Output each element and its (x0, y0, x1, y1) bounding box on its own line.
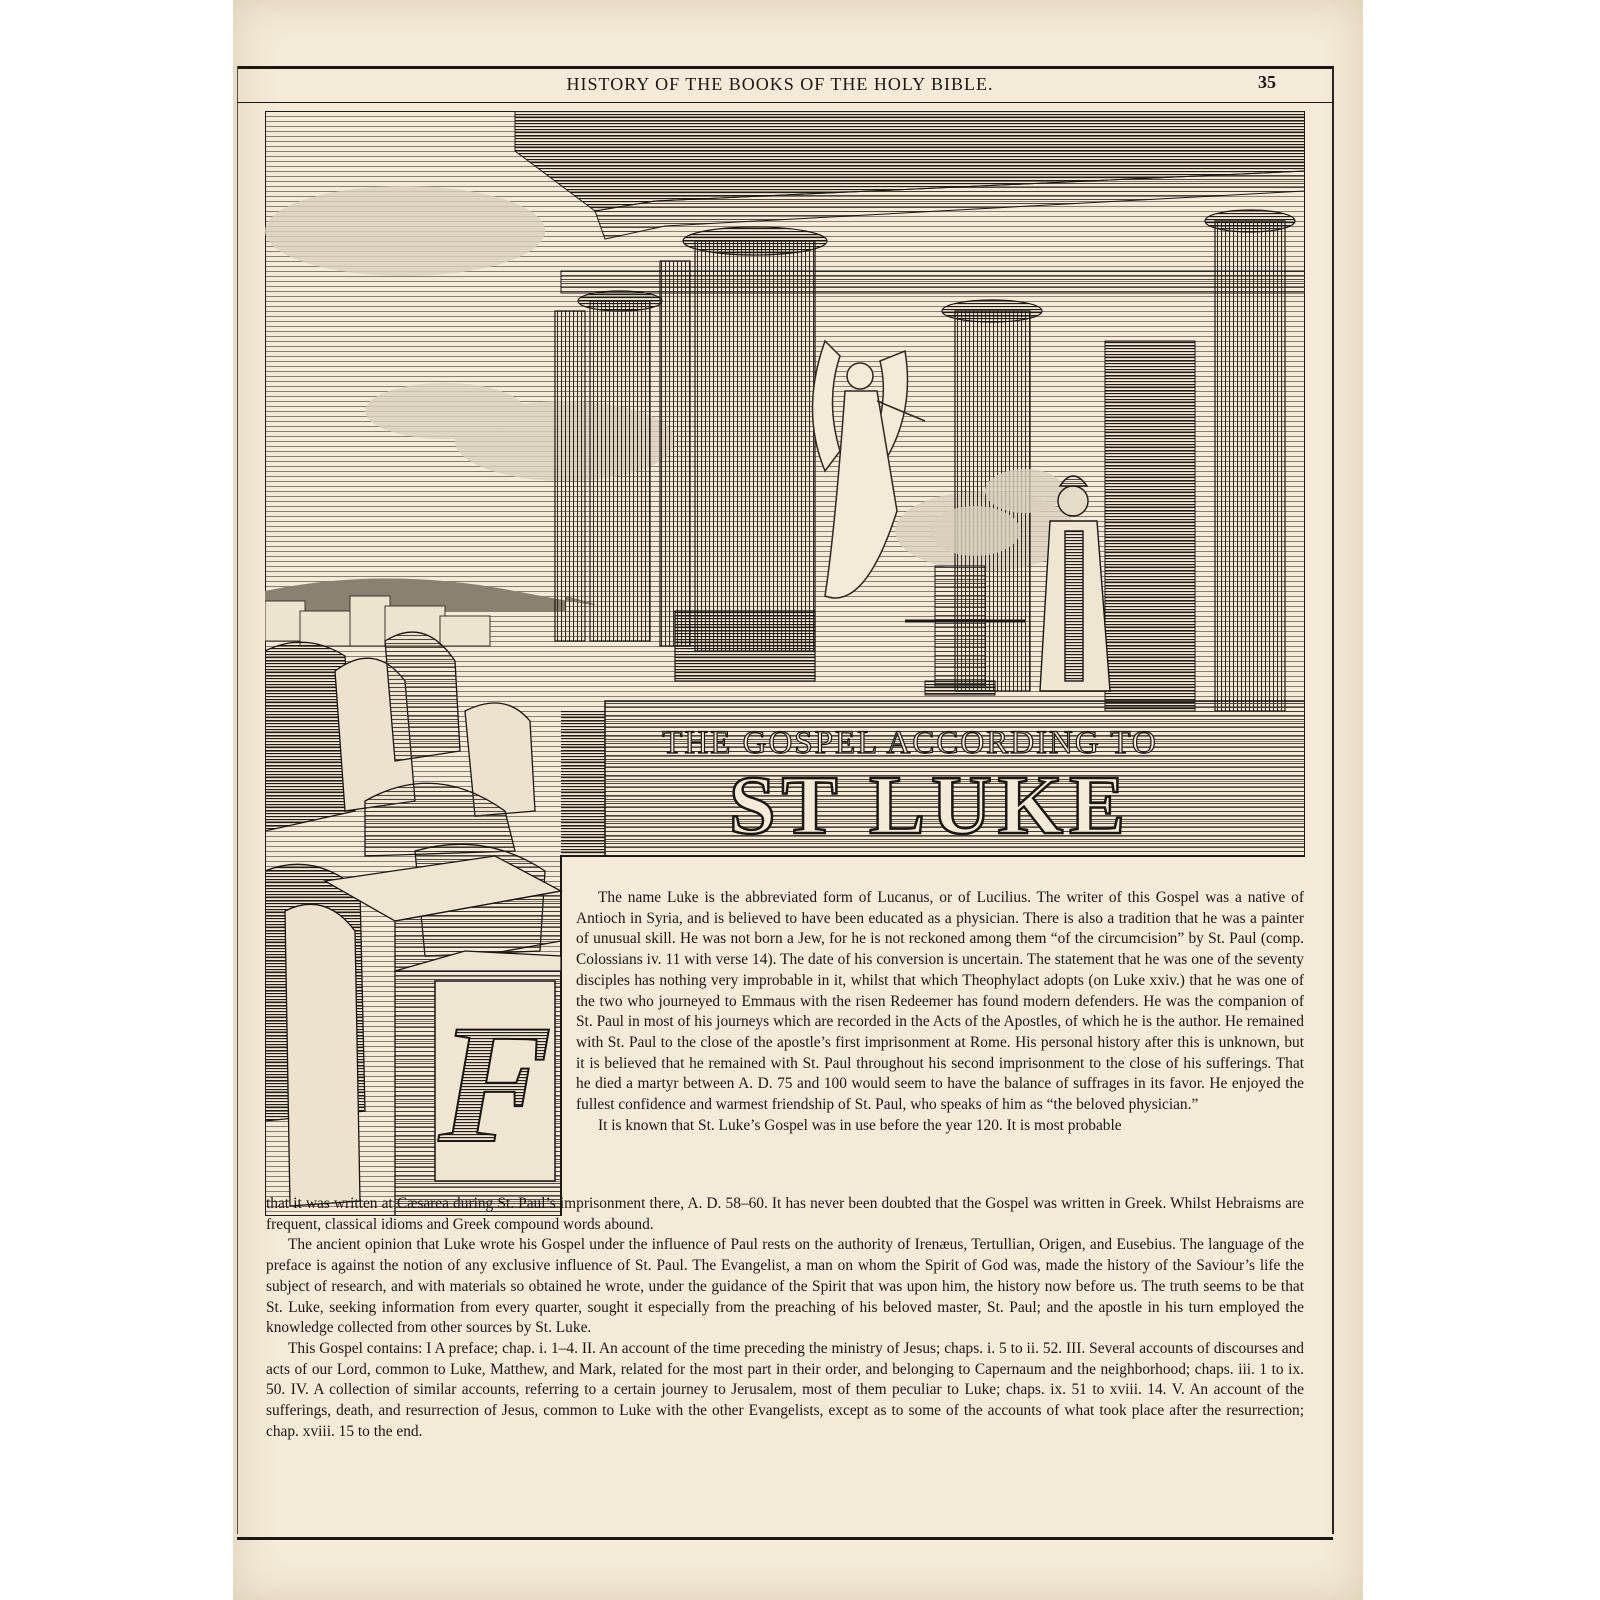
frame-right-rule (1332, 66, 1334, 1534)
drop-cap-f (435, 981, 555, 1181)
banner-line-1: THE GOSPEL ACCORDING TO (662, 725, 1158, 761)
paragraph-influence: The ancient opinion that Luke wrote his Gospel under the influence of Paul rests on the authority of Irenæus, Tertullian, Origen, and Eusebius. The language of the preface is against the notion of any exclusive influence of St. Paul. The Evangelist, a man on whom the Spirit of God was, made the history of the Saviour’s life the subject of research, and with materials so obtained he wrote, under the guidance of the Spirit that was upon him, the history now before us. The truth seems to be that St. Luke, seeking information from every quarter, sought it especially from the preaching of his beloved master, St. Paul; and the apostle in his turn employed the knowledge collected from other sources by St. Luke. (266, 1236, 1304, 1337)
running-title: HISTORY OF THE BOOKS OF THE HOLY BIBLE. (566, 74, 994, 94)
paragraph-luke-name: The name Luke is the abbreviated form of Lucanus, or of Lucilius. The writer of this Gospel was a native of Antioch in Syria, and is believed to have been educated as a physician. There is also a tradition that he was a painter of unusual skill. He was not born a Jew, for he is not reckoned among them “of the circumcision” by St. Paul (comp. Colossians iv. 11 with verse 14). The date of his conversion is uncertain. The statement that he was one of the seventy disciples has nothing very improbable in it, whilst that which Theophylact adopts (on Luke xxiv.) that he was one of the two who journeyed to Emmaus with the risen Redeemer has found modern defenders. He was the companion of St. Paul in most of his journeys which are recorded in the Acts of the Apostles, of which he is the author. He remained with St. Paul to the close of the apostle’s first imprisonment at Rome. His personal history after this is unknown, but it is believed that he remained with St. Paul throughout his second imprisonment to the close of his sufferings. That he died a martyr between A. D. 75 and 100 would seem to have the balance of suffrages in its favor. He enjoyed the fullest confidence and warmest friendship of St. Paul, who speaks of him as “the beloved physician.” (576, 889, 1304, 1114)
header-rule (237, 102, 1333, 103)
body-column-right (576, 888, 1304, 1136)
banner-line-2: ST LUKE (728, 759, 1132, 852)
frame-left-rule (237, 66, 238, 1534)
body-column-full (266, 1194, 1304, 1442)
paragraph-contents: This Gospel contains: I A preface; chap. i. 1–4. II. An account of the time preceding the ministry of Jesus; chaps. i. 5 to ii. 52. III. Several accounts of discourses and acts of our Lord, common to Luke, Matthew, and Mark, related for the most part in their order, and belonging to Capernaum and the neighborhood; chaps. iii. 1 to ix. 50. IV. A collection of similar accounts, referring to a certain journey to Jerusalem, most of them peculiar to Luke; chaps. ix. 51 to xviii. 14. V. An account of the sufferings, death, and resurrection of Jesus, common to Luke with the other Evangelists, except as to some of the accounts of what took place after the resurrection; chap. xviii. 15 to the end. (266, 1339, 1304, 1440)
paragraph-date-start: It is known that St. Luke’s Gospel was in use before the year 120. It is most probable (598, 1116, 1122, 1134)
drop-cap-letter: F (438, 990, 552, 1178)
paragraph-date-cont: that it was written at Cæsarea during St. Paul’s imprisonment there, A. D. 58–60. It has never been doubted that the Gospel was written in Greek. Whilst Hebraisms are frequent, classical idioms and Greek compound words abound. (266, 1195, 1304, 1233)
temple-doorway (1105, 341, 1195, 711)
page-number: 35 (1258, 72, 1276, 92)
